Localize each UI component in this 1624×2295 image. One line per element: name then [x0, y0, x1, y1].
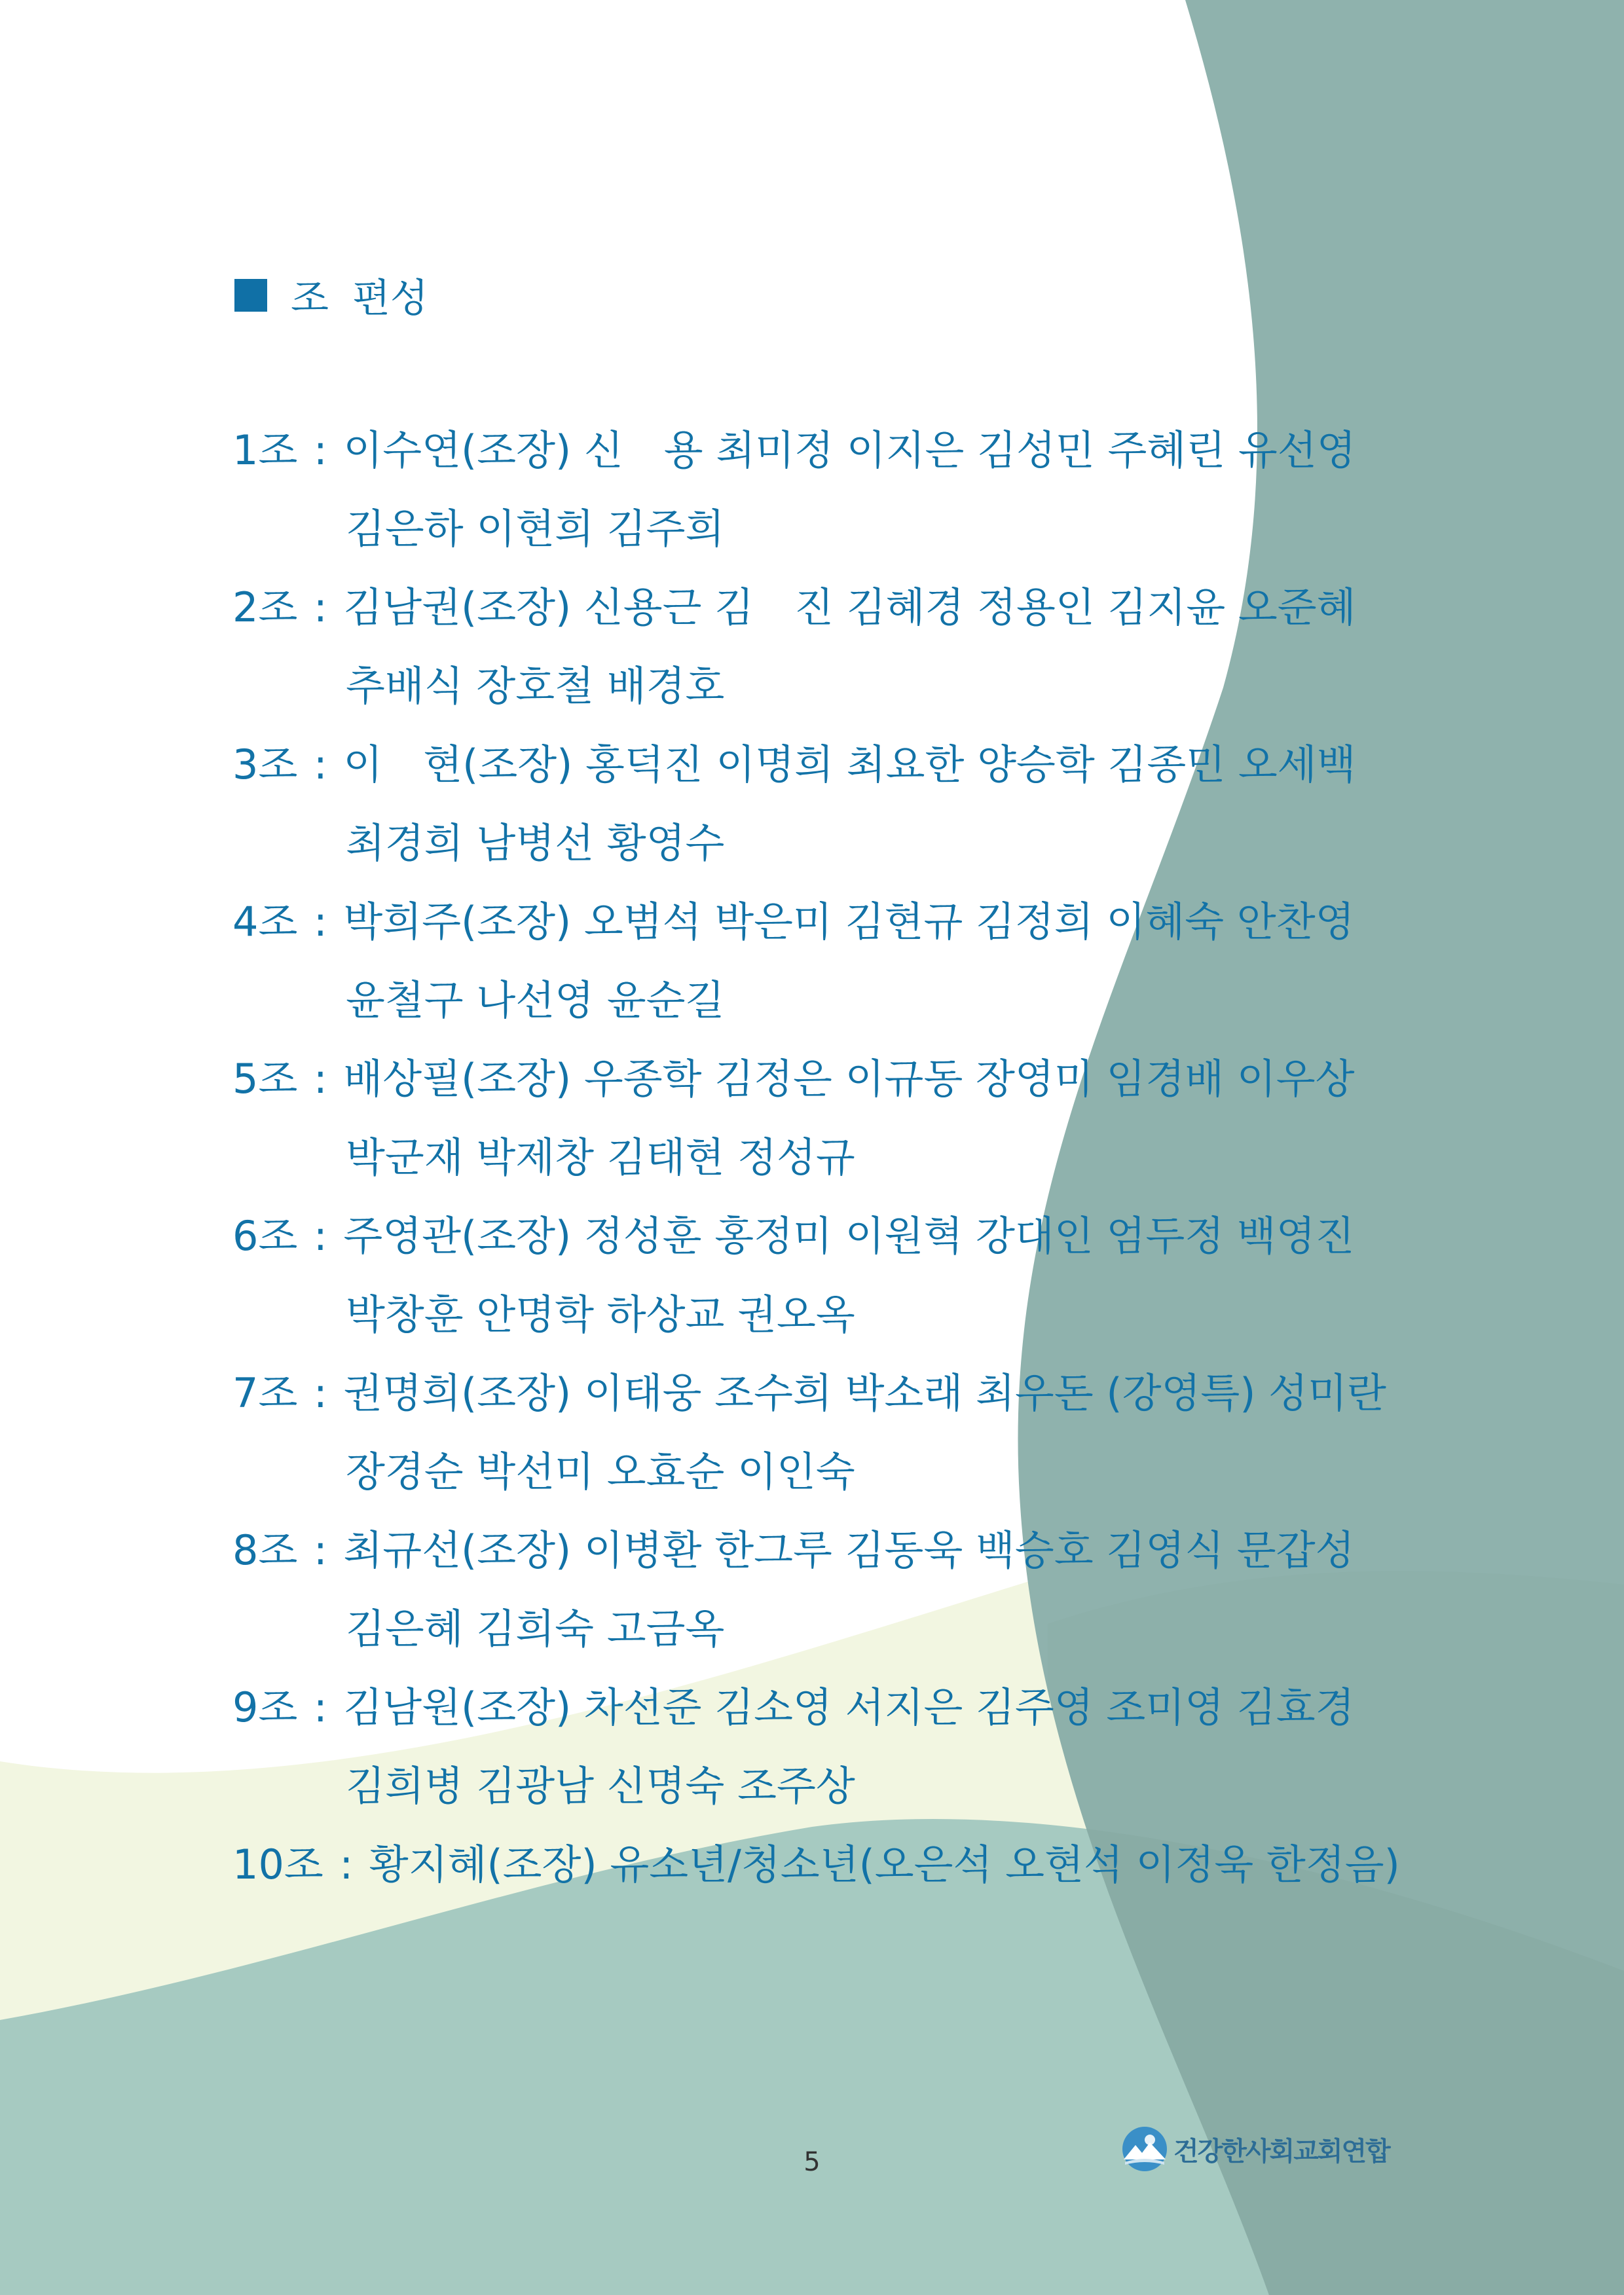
group-members-cont: 최경희 남병선 황영수	[346, 819, 725, 867]
group-1	[232, 426, 1356, 553]
group-separator: :	[313, 741, 327, 788]
section-title-word2: 편성	[352, 276, 428, 321]
group-members: 배상필(조장) 우종학 김정은 이규동 장영미 임경배 이우상	[343, 1055, 1355, 1103]
group-separator: :	[313, 1683, 327, 1731]
group-separator: :	[313, 1369, 327, 1417]
group-8	[232, 1526, 1355, 1653]
group-9	[232, 1683, 1355, 1810]
group-label: 4조	[232, 898, 298, 946]
logo-text: 건강한사회교회연합	[1173, 2135, 1390, 2167]
group-separator: :	[313, 1055, 327, 1103]
group-separator: :	[339, 1841, 354, 1888]
group-members: 김남원(조장) 차선준 김소영 서지은 김주영 조미영 김효경	[343, 1683, 1355, 1731]
group-members-cont: 김희병 김광남 신명숙 조주상	[346, 1762, 855, 1810]
group-label: 3조	[232, 741, 298, 788]
group-members-cont: 김은하 이현희 김주희	[346, 505, 725, 553]
group-members-cont: 박창훈 안명학 하상교 권오옥	[346, 1291, 855, 1338]
group-6	[232, 1212, 1355, 1338]
group-members: 황지혜(조장) 유소년/청소년(오은석 오현석 이정욱 한정음)	[369, 1841, 1400, 1888]
group-separator: :	[313, 898, 327, 946]
page-number: 5	[803, 2147, 821, 2177]
group-separator: :	[313, 583, 327, 631]
group-members-cont: 윤철구 나선영 윤순길	[346, 976, 725, 1024]
group-label: 5조	[232, 1055, 298, 1103]
section-title	[234, 267, 428, 323]
group-label: 9조	[232, 1683, 298, 1731]
group-separator: :	[313, 426, 327, 474]
group-label: 6조	[232, 1212, 298, 1260]
group-members: 박희주(조장) 오범석 박은미 김현규 김정희 이혜숙 안찬영	[343, 898, 1355, 946]
group-members: 권명희(조장) 이태웅 조수희 박소래 최우돈 (강영특) 성미란	[343, 1369, 1386, 1417]
group-2	[232, 583, 1356, 710]
group-4	[232, 898, 1355, 1024]
group-members-cont: 장경순 박선미 오효순 이인숙	[346, 1448, 855, 1496]
group-members-cont: 추배식 장호철 배경호	[346, 662, 725, 710]
group-separator: :	[313, 1526, 327, 1574]
group-members-cont: 박군재 박제창 김태현 정성규	[346, 1133, 855, 1181]
group-label: 1조	[232, 426, 298, 474]
group-members: 이수연(조장) 신 용 최미정 이지은 김성민 주혜린 유선영	[343, 426, 1356, 474]
mountain-sun-emblem-icon	[1121, 2125, 1168, 2173]
group-label: 10조	[232, 1841, 323, 1888]
group-members-cont: 김은혜 김희숙 고금옥	[346, 1605, 725, 1653]
group-members: 김남권(조장) 신용근 김 진 김혜경 정용인 김지윤 오준혜	[343, 583, 1356, 631]
group-members: 이 현(조장) 홍덕진 이명희 최요한 양승학 김종민 오세백	[343, 741, 1356, 788]
group-3	[232, 741, 1356, 867]
group-label: 8조	[232, 1526, 298, 1574]
group-separator: :	[313, 1212, 327, 1260]
group-label: 7조	[232, 1369, 298, 1417]
square-bullet-icon	[234, 279, 267, 312]
group-label: 2조	[232, 583, 298, 631]
organization-logo	[1121, 2125, 1390, 2173]
group-10	[232, 1841, 1400, 1888]
section-title-word1: 조	[291, 276, 329, 321]
group-members: 최규선(조장) 이병환 한그루 김동욱 백승호 김영식 문갑성	[343, 1526, 1355, 1574]
group-7	[232, 1369, 1386, 1496]
group-5	[232, 1055, 1355, 1181]
group-members: 주영관(조장) 정성훈 홍정미 이원혁 강대인 엄두정 백영진	[343, 1212, 1355, 1260]
